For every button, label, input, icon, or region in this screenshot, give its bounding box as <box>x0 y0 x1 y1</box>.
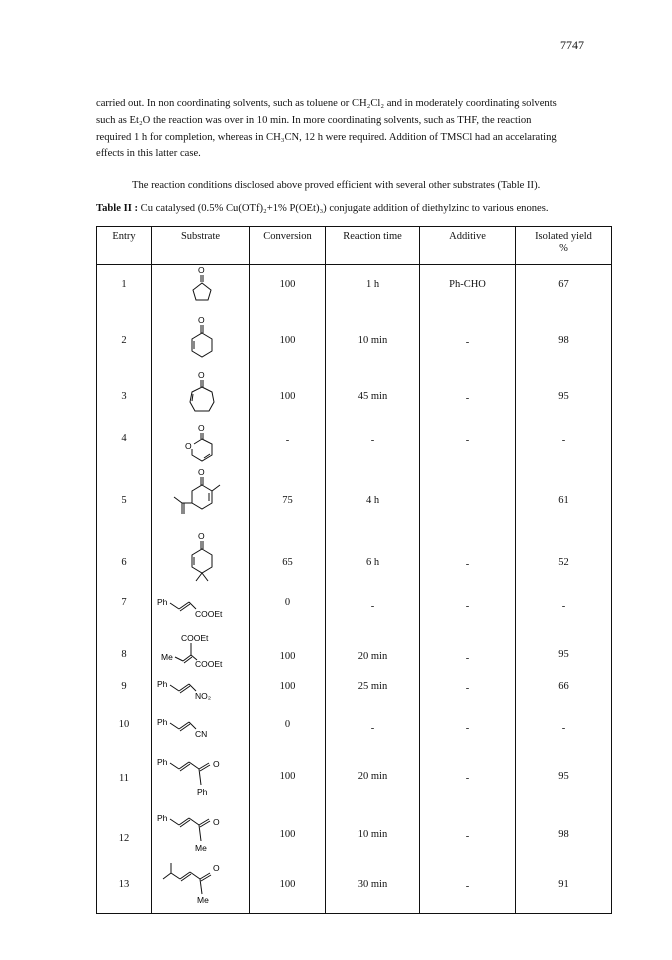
table-row <box>97 675 612 713</box>
additive-cell: - <box>420 805 516 859</box>
reaction-time-cell: 10 min <box>326 313 420 369</box>
yield-cell: 61 <box>516 467 612 525</box>
additive-cell: - <box>420 633 516 675</box>
conversion-cell: 100 <box>250 675 326 713</box>
substrate-structure-cyclopentenone <box>152 265 250 314</box>
table-row <box>97 265 612 314</box>
additive-cell: - <box>420 313 516 369</box>
yield-cell: 95 <box>516 633 612 675</box>
conversion-cell: 0 <box>250 713 326 753</box>
conversion-cell: 100 <box>250 369 326 423</box>
phenyl-label-ketone: Ph <box>196 787 207 797</box>
phenyl-label: Ph <box>156 813 167 823</box>
substrate-structure-methylhexenone <box>152 859 250 914</box>
yield-cell: 95 <box>516 369 612 423</box>
methyl-label: Me <box>160 652 173 662</box>
paragraph-line: such as Et₂O the reaction was over in 10 min. In more coordinating solvents, such as THF, the reaction <box>96 114 532 126</box>
yield-cell: 91 <box>516 859 612 914</box>
header-yield-line1: Isolated yield <box>535 231 592 242</box>
yield-cell: 52 <box>516 525 612 589</box>
entry-cell: 1 <box>97 265 152 314</box>
ester-label-top: COOEt <box>180 633 208 643</box>
yield-cell: 66 <box>516 675 612 713</box>
table-row <box>97 805 612 859</box>
page-number: 7747 <box>560 38 584 52</box>
additive-cell: - <box>420 589 516 633</box>
carbonyl-oxygen-label: O <box>212 759 220 769</box>
additive-cell: - <box>420 753 516 805</box>
table-row <box>97 423 612 467</box>
yield-cell: - <box>516 589 612 633</box>
header-isolated-yield <box>516 227 612 265</box>
substrate-structure-pyranone <box>152 423 250 467</box>
substrate-structure-cycloheptenone <box>152 369 250 423</box>
yield-cell: - <box>516 423 612 467</box>
methyl-label: Me <box>196 895 209 905</box>
methyl-label: Me <box>194 843 207 853</box>
additive-cell: - <box>420 423 516 467</box>
table-row <box>97 633 612 675</box>
body-paragraph-2: The reaction conditions disclosed above proved efficient with several other substrates (Table II). <box>132 180 541 191</box>
table-row <box>97 313 612 369</box>
phenyl-label: Ph <box>156 597 167 607</box>
header-conversion: Conversion <box>250 227 326 265</box>
additive-cell: - <box>420 675 516 713</box>
conversion-cell: 0 <box>250 589 326 633</box>
conversion-cell: 100 <box>250 805 326 859</box>
carbonyl-oxygen-label: O <box>197 265 205 275</box>
reaction-time-cell: 20 min <box>326 753 420 805</box>
table-row <box>97 369 612 423</box>
entry-cell: 8 <box>97 633 152 675</box>
reaction-time-cell: - <box>326 589 420 633</box>
table-row <box>97 525 612 589</box>
ester-label-bottom: COOEt <box>194 659 222 669</box>
carbonyl-oxygen-label: O <box>197 531 205 541</box>
header-entry: Entry <box>97 227 152 265</box>
nitrile-label: CN <box>194 729 207 739</box>
carbonyl-oxygen-label: O <box>197 423 205 433</box>
yield-cell: 98 <box>516 805 612 859</box>
substrate-structure-ethyl-cinnamate <box>152 589 250 633</box>
results-table <box>96 226 612 914</box>
header-reaction-time: Reaction time <box>326 227 420 265</box>
yield-cell: - <box>516 713 612 753</box>
table-row <box>97 589 612 633</box>
additive-cell <box>420 467 516 525</box>
entry-cell: 4 <box>97 423 152 467</box>
entry-cell: 9 <box>97 675 152 713</box>
substrate-structure-nitrostyrene <box>152 675 250 713</box>
entry-cell: 6 <box>97 525 152 589</box>
body-paragraph-1 <box>96 96 596 163</box>
phenyl-label: Ph <box>156 757 167 767</box>
substrate-structure-carvone <box>152 467 250 525</box>
table-row <box>97 753 612 805</box>
reaction-time-cell: 20 min <box>326 633 420 675</box>
paragraph-line: effects in this latter case. <box>96 148 201 160</box>
entry-cell: 12 <box>97 805 152 859</box>
conversion-cell: 100 <box>250 753 326 805</box>
table-caption-text: Cu catalysed (0.5% Cu(OTf)₂+1% P(OEt)₃) conjugate addition of diethylzinc to various enones. <box>138 203 549 214</box>
substrate-structure-benzalacetone <box>152 805 250 859</box>
additive-cell: - <box>420 859 516 914</box>
substrate-structure-dimethylcyclohexenone <box>152 525 250 589</box>
ester-label: COOEt <box>194 609 222 619</box>
entry-cell: 10 <box>97 713 152 753</box>
conversion-cell: 65 <box>250 525 326 589</box>
reaction-time-cell: 30 min <box>326 859 420 914</box>
carbonyl-oxygen-label: O <box>212 863 220 873</box>
carbonyl-oxygen-label: O <box>197 467 205 477</box>
additive-cell: - <box>420 525 516 589</box>
header-substrate: Substrate <box>152 227 250 265</box>
reaction-time-cell: 25 min <box>326 675 420 713</box>
reaction-time-cell: - <box>326 713 420 753</box>
yield-cell: 98 <box>516 313 612 369</box>
yield-cell: 95 <box>516 753 612 805</box>
conversion-cell: 100 <box>250 633 326 675</box>
reaction-time-cell: 4 h <box>326 467 420 525</box>
carbonyl-oxygen-label: O <box>197 370 205 380</box>
yield-cell: 67 <box>516 265 612 314</box>
substrate-structure-chalcone <box>152 753 250 805</box>
conversion-cell: 100 <box>250 859 326 914</box>
ring-oxygen-label: O <box>184 441 192 451</box>
substrate-structure-ethylidene-malonate <box>152 633 250 675</box>
header-yield-line2: % <box>559 243 568 254</box>
reaction-time-cell: 1 h <box>326 265 420 314</box>
paragraph-line: carried out. In non coordinating solvents, such as toluene or CH₂Cl₂ and in moderately coordinating solvents <box>96 98 557 109</box>
nitro-label: NO₂ <box>194 691 211 701</box>
entry-cell: 11 <box>97 753 152 805</box>
phenyl-label: Ph <box>156 717 167 727</box>
conversion-cell: 100 <box>250 313 326 369</box>
additive-cell: - <box>420 369 516 423</box>
table-row <box>97 713 612 753</box>
header-additive: Additive <box>420 227 516 265</box>
table-header-row <box>97 227 612 265</box>
paragraph-line: required 1 h for completion, whereas in CH₃CN, 12 h were required. Addition of TMSCl had an accelarating <box>96 131 557 143</box>
carbonyl-oxygen-label: O <box>197 315 205 325</box>
table-caption <box>96 203 616 214</box>
carbonyl-oxygen-label: O <box>212 817 220 827</box>
additive-cell: - <box>420 713 516 753</box>
substrate-structure-cinnamonitrile <box>152 713 250 753</box>
reaction-time-cell: 6 h <box>326 525 420 589</box>
conversion-cell: 75 <box>250 467 326 525</box>
conversion-cell: - <box>250 423 326 467</box>
table-row <box>97 859 612 914</box>
entry-cell: 5 <box>97 467 152 525</box>
entry-cell: 13 <box>97 859 152 914</box>
additive-cell: Ph-CHO <box>420 265 516 314</box>
entry-cell: 7 <box>97 589 152 633</box>
entry-cell: 2 <box>97 313 152 369</box>
conversion-cell: 100 <box>250 265 326 314</box>
entry-cell: 3 <box>97 369 152 423</box>
table-caption-label: Table II : <box>96 203 138 214</box>
table-row <box>97 467 612 525</box>
reaction-time-cell: 45 min <box>326 369 420 423</box>
substrate-structure-cyclohexenone <box>152 313 250 369</box>
reaction-time-cell: 10 min <box>326 805 420 859</box>
phenyl-label: Ph <box>156 679 167 689</box>
reaction-time-cell: - <box>326 423 420 467</box>
